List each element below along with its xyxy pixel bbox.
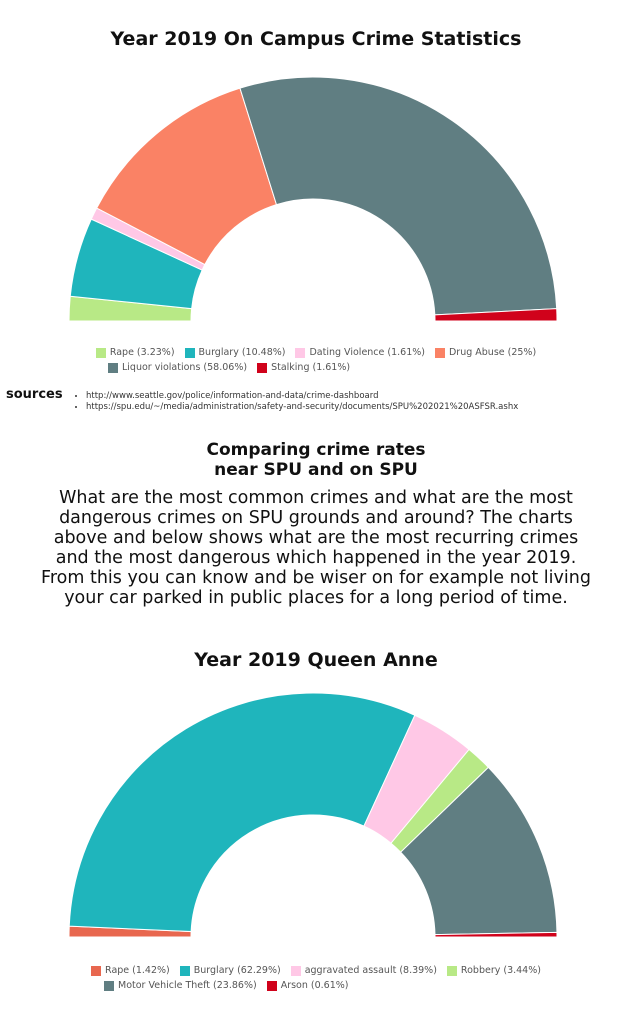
legend-swatch (180, 966, 190, 976)
legend-swatch (91, 966, 101, 976)
legend-label: Burglary (10.48%) (198, 347, 286, 358)
legend-label: Motor Vehicle Theft (23.86%) (118, 980, 257, 991)
slice-2[interactable] (69, 693, 415, 932)
legend-swatch (104, 981, 114, 991)
legend-item[interactable] (180, 965, 281, 976)
legend-swatch (267, 981, 277, 991)
legend-item[interactable] (447, 965, 541, 976)
legend-item[interactable] (267, 980, 349, 991)
legend-queen-anne (0, 965, 632, 995)
legend-label: Rape (3.23%) (109, 347, 175, 358)
article-heading-line: Comparing crime rates (206, 440, 426, 460)
legend-swatch (447, 966, 457, 976)
legend-label: Rape (1.42%) (105, 965, 170, 976)
source-link[interactable]: • https://spu.edu/~/media/administration/safety-and-security/documents/SPU%202021%20ASFSR.ashx (86, 402, 518, 413)
legend-label: aggravated assault (8.39%) (304, 965, 437, 976)
legend-label: Dating Violence (1.61%) (309, 347, 425, 358)
legend-label: Stalking (1.61%) (271, 362, 351, 373)
legend-swatch (291, 966, 301, 976)
chart-title-campus: Year 2019 On Campus Crime Statistics (110, 28, 522, 50)
legend-item[interactable] (91, 965, 170, 976)
source-link[interactable]: • http://www.seattle.gov/police/information-and-data/crime-dashboard (86, 391, 518, 402)
legend-label: Arson (0.61%) (280, 980, 349, 991)
legend-label: Burglary (62.29%) (193, 965, 281, 976)
legend-item[interactable] (104, 980, 257, 991)
legend-label: Robbery (3.44%) (460, 965, 541, 976)
legend-item[interactable] (291, 965, 437, 976)
legend-label: Drug Abuse (25%) (448, 347, 537, 358)
legend-label: Liquor violations (58.06%) (122, 362, 248, 373)
chart-title-queen-anne: Year 2019 Queen Anne (194, 649, 438, 671)
sources-label: sources (6, 387, 63, 402)
article-paragraph: What are the most common crimes and what are the most dangerous crimes on SPU grounds and around? The charts above and below shows what are the most recurring crimes and the most dangerous which happened in the year 2019. From this you can know and be wiser on for example not living your car parked in public places for a long period of time. (41, 488, 591, 608)
article-heading-line: near SPU and on SPU (214, 460, 418, 480)
